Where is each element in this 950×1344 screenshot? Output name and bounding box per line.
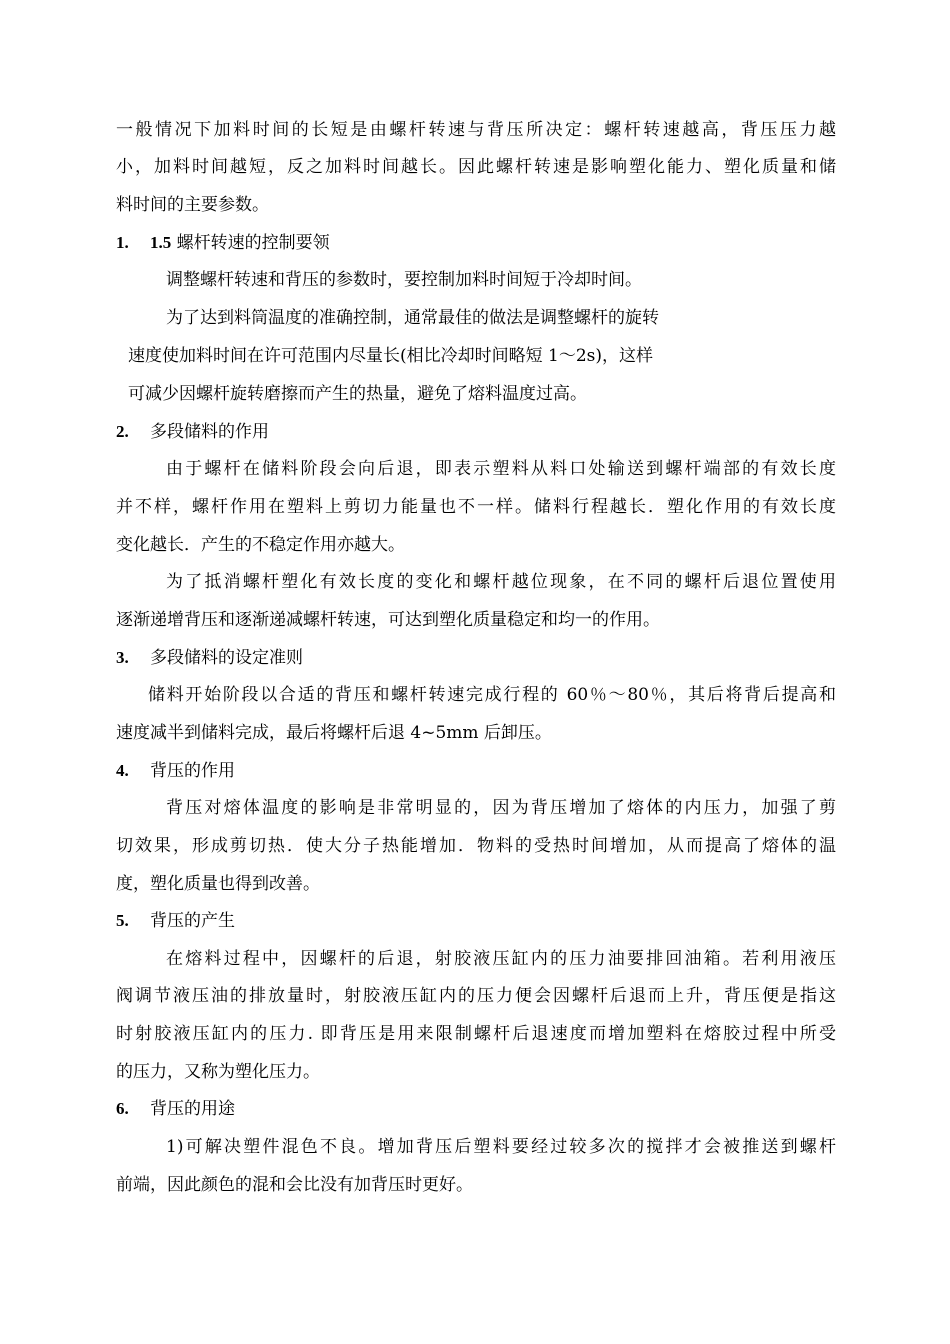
section-6-line-1: 1)可解决塑件混色不良。增加背压后塑料要经过较多次的搅拌才会被推送到螺杆 [166, 1137, 836, 1157]
section-4-number: 4. [116, 761, 129, 780]
section-5-title: 背压的产生 [150, 911, 235, 931]
section-5-heading [116, 909, 235, 933]
intro-line-3: 料时间的主要参数。 [116, 195, 269, 215]
section-1-title: 螺杆转速的控制要领 [176, 233, 330, 253]
section-2-line-4: 为了抵消螺杆塑化有效长度的变化和螺杆越位现象，在不同的螺杆后退位置使用 [166, 572, 836, 592]
section-6-line-2: 前端，因此颜色的混和会比没有加背压时更好。 [116, 1175, 473, 1195]
section-2-line-2: 并不样，螺杆作用在塑料上剪切力能量也不一样。储料行程越长．塑化作用的有效长度 [116, 497, 836, 517]
section-3-number: 3. [116, 648, 129, 667]
section-6-heading [116, 1097, 235, 1121]
section-5-line-4: 的压力，又称为塑化压力。 [116, 1062, 320, 1082]
section-4-line-1: 背压对熔体温度的影响是非常明显的，因为背压增加了熔体的内压力，加强了剪 [166, 798, 836, 818]
intro-line-2: 小，加料时间越短，反之加料时间越长。因此螺杆转速是影响塑化能力、塑化质量和储 [116, 157, 836, 177]
section-3-heading [116, 646, 303, 670]
section-4-line-2: 切效果，形成剪切热．使大分子热能增加．物料的受热时间增加，从而提高了熔体的温 [116, 836, 836, 856]
section-1-heading [116, 231, 330, 255]
section-2-line-5: 逐渐递增背压和逐渐递减螺杆转速，可达到塑化质量稳定和均一的作用。 [116, 610, 660, 630]
section-5-line-3: 时射胶液压缸内的压力. 即背压是用来限制螺杆后退速度而增加塑料在熔胶过程中所受 [116, 1024, 836, 1044]
section-2-line-1: 由于螺杆在储料阶段会向后退，即表示塑料从料口处输送到螺杆端部的有效长度 [166, 459, 836, 479]
section-4-line-3: 度，塑化质量也得到改善。 [116, 874, 320, 894]
section-1-line-4: 可减少因螺杆旋转磨擦而产生的热量，避免了熔料温度过高。 [128, 384, 587, 404]
section-2-line-3: 变化越长．产生的不稳定作用亦越大。 [116, 535, 405, 555]
section-3-title: 多段储料的设定准则 [150, 648, 303, 668]
section-4-title: 背压的作用 [150, 761, 235, 781]
section-3-line-2: 速度减半到储料完成，最后将螺杆后退 4~5mm 后卸压。 [116, 723, 552, 743]
section-1-subnumber: 1.5 [150, 233, 172, 252]
section-1-line-2: 为了达到料筒温度的准确控制，通常最佳的做法是调整螺杆的旋转 [166, 308, 659, 328]
intro-line-1: 一般情况下加料时间的长短是由螺杆转速与背压所决定：螺杆转速越高，背压压力越 [116, 120, 836, 140]
section-3-line-1: 储料开始阶段以合适的背压和螺杆转速完成行程的 60％～80％，其后将背后提高和 [148, 685, 836, 705]
section-1-line-1: 调整螺杆转速和背压的参数时，要控制加料时间短于冷却时间。 [166, 270, 642, 290]
section-2-title: 多段储料的作用 [150, 422, 269, 442]
section-4-heading [116, 759, 235, 783]
section-6-number: 6. [116, 1099, 129, 1118]
section-6-title: 背压的用途 [150, 1099, 235, 1119]
section-2-number: 2. [116, 422, 129, 441]
section-5-line-1: 在熔料过程中，因螺杆的后退，射胶液压缸内的压力油要排回油箱。若利用液压 [166, 949, 836, 969]
section-5-number: 5. [116, 911, 129, 930]
section-1-number: 1. [116, 233, 129, 252]
section-5-line-2: 阀调节液压油的排放量时，射胶液压缸内的压力便会因螺杆后退而上升，背压便是指这 [116, 986, 836, 1006]
section-2-heading [116, 420, 269, 444]
section-1-line-3: 速度使加料时间在许可范围内尽量长(相比冷却时间略短 1～2s)，这样 [128, 346, 654, 366]
